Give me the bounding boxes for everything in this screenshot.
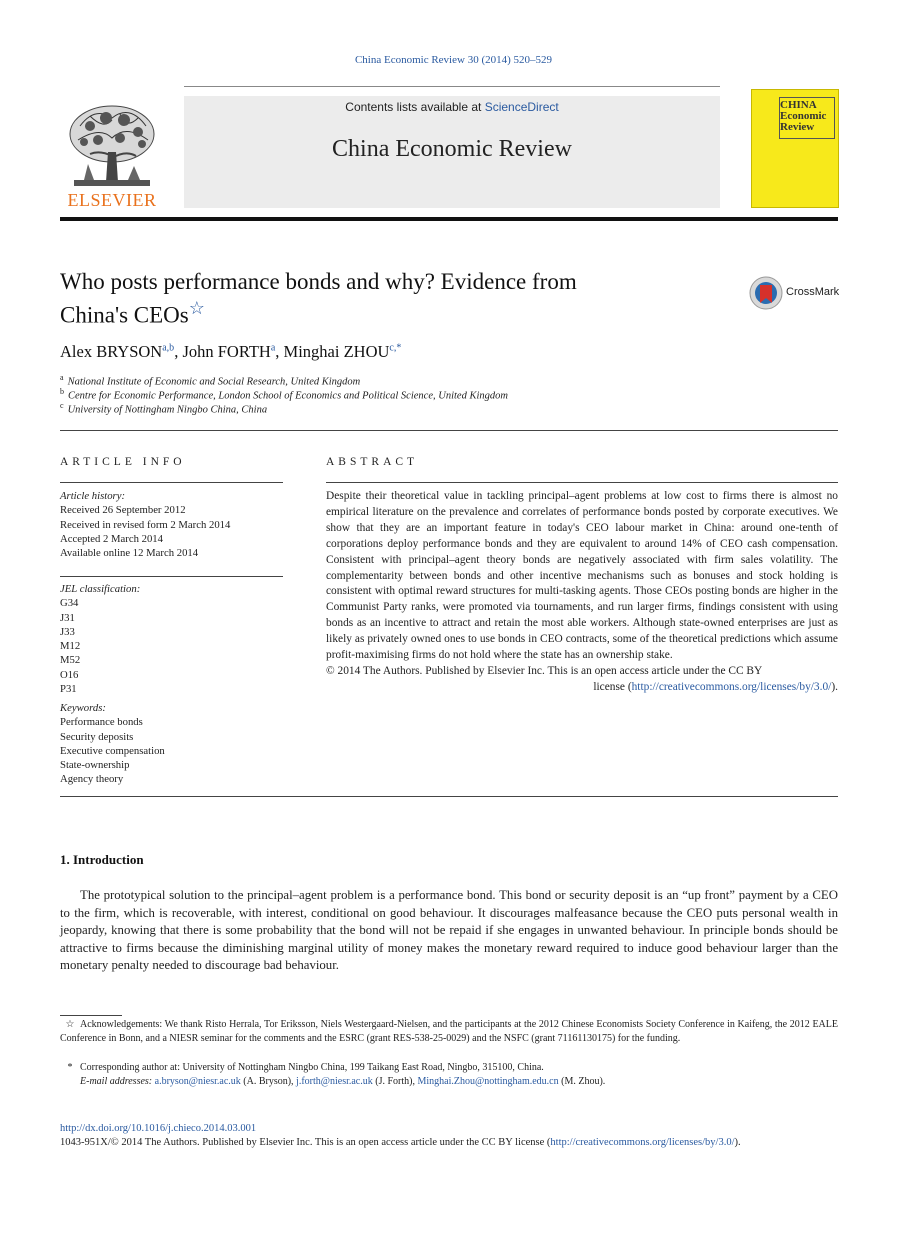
author-sep-1: , xyxy=(174,342,183,361)
history-revised: Received in revised form 2 March 2014 xyxy=(60,518,231,531)
doi-link[interactable]: http://dx.doi.org/10.1016/j.chieco.2014.03.001 xyxy=(60,1123,257,1134)
affiliation-c xyxy=(60,401,267,416)
email-label: E-mail addresses: xyxy=(80,1076,153,1087)
title-line-2-text: China's CEOs xyxy=(60,302,189,328)
acknowledgement-footnote xyxy=(60,1018,838,1047)
crossmark-icon[interactable] xyxy=(748,275,784,311)
sciencedirect-link[interactable]: ScienceDirect xyxy=(484,100,559,114)
abstract-copyright: © 2014 The Authors. Published by Elsevier Inc. This is an open access article under the CC BY xyxy=(326,664,763,677)
author-1-affil[interactable]: a,b xyxy=(162,342,175,354)
cover-line-1: CHINA xyxy=(780,99,817,111)
jel-classification xyxy=(60,582,140,696)
abstract-text: Despite their theoretical value in tackling principal–agent problems at low cost to firms there is almost no empirical literature on the prevalence and correlates of performance bonds posted by corporate executives. We show that they are an important feature in today's CEO labour market in China: around one-tenth of corporations deploy performance bonds and they are equivalent to around 14% of CEO cash compensation. Consistent with principal–agent theory bonds are negatively associated with firm sales volatility. The complementarity between bonds and other incentive mechanisms such as bonuses and stock holding is consistent with optimal reward structures for multi-tasking agents. Those CEOs posting bonds are higher in the Communist Party ranks, were promoted via tournaments, and run larger firms, findings consistent with using bonds as an incentive to attract and retain the most able workers. Although state-owned enterprises are just as likely as privately owned ones to use bonds in CEO contracts, some of the theoretical predictions which assume profit-maximising firms do not hold where the state has an ownership stake. xyxy=(326,490,838,662)
jel-label: JEL classification: xyxy=(60,583,141,595)
ack-star-icon: ☆ xyxy=(65,1019,75,1030)
affiliation-a-text: National Institute of Economic and Social Research, United Kingdom xyxy=(67,376,361,388)
email-who-zhou: (M. Zhou). xyxy=(558,1076,606,1087)
contents-prefix: Contents lists available at xyxy=(345,100,485,114)
author-list xyxy=(60,342,401,362)
affiliation-b-text: Centre for Economic Performance, London School of Economics and Political Science, United Kingdom xyxy=(68,390,508,402)
history-received: Received 26 September 2012 xyxy=(60,504,186,517)
license-suffix: ). xyxy=(831,680,838,693)
abstract-divider xyxy=(326,482,838,483)
keywords xyxy=(60,701,165,787)
author-2[interactable]: John FORTH xyxy=(182,342,271,361)
abstract-license xyxy=(326,680,838,696)
article-title xyxy=(60,268,700,329)
history-online: Available online 12 March 2014 xyxy=(60,547,199,560)
introduction-paragraph: The prototypical solution to the principal–agent problem is a performance bond. This bond or security deposit is an “up front” payment by a CEO to the firm, which is recoverable, with interest, conditional on good behaviour. It discourages malfeasance because the CEO puts personal wealth in jeopardy, knowing that there is some probability that the bond will not be repaid if she engages in unwanted behaviour. In principle bonds should be attractive to firms because the diminishing marginal utility of money makes the monetary reward required to induce good behaviour larger than the monetary penalty needed to discourage bad behaviour. xyxy=(60,888,838,973)
abstract-heading: ABSTRACT xyxy=(326,456,419,468)
jel-code: M12 xyxy=(60,640,81,653)
article-history xyxy=(60,489,230,560)
author-sep-2: , xyxy=(275,342,284,361)
contents-line xyxy=(184,100,720,114)
email-link-bryson[interactable]: a.bryson@niesr.ac.uk xyxy=(154,1076,241,1087)
author-2-affil[interactable]: a xyxy=(270,342,276,354)
author-3-affil[interactable]: c,* xyxy=(389,342,402,354)
affiliation-b xyxy=(60,387,508,402)
crossmark-label[interactable]: CrossMark xyxy=(786,286,840,298)
citation-divider xyxy=(184,86,720,87)
corr-asterisk-icon: * xyxy=(67,1062,73,1073)
ack-text: Acknowledgements: We thank Risto Herrala, Tor Eriksson, Niels Westergaard-Nielsen, and the participants at the 2012 Chinese Economists Society Conference in Kaifeng, the 2012 EALE Conference in Bonn, and a NIESR seminar for the comments and the ESRC (grant RES-538-25-0029) and the NSFC (grant 71161130175) for the funding. xyxy=(60,1019,838,1045)
jel-code: G34 xyxy=(60,597,79,610)
issn-prefix: 1043-951X/© 2014 The Authors. Published by Elsevier Inc. This is an open access article under the CC BY license ( xyxy=(60,1137,551,1148)
affiliations-divider xyxy=(60,430,838,431)
corresponding-author-footnote xyxy=(60,1061,838,1075)
email-link-zhou[interactable]: Minghai.Zhou@nottingham.edu.cn xyxy=(417,1076,559,1087)
keyword: Executive compensation xyxy=(60,744,165,757)
history-label: Article history: xyxy=(60,490,126,502)
jel-code: P31 xyxy=(60,683,77,696)
title-line-2 xyxy=(60,295,700,329)
history-accepted: Accepted 2 March 2014 xyxy=(60,532,163,545)
keyword: Security deposits xyxy=(60,730,134,743)
email-footnote xyxy=(60,1075,838,1089)
keyword: Agency theory xyxy=(60,773,124,786)
keywords-label: Keywords: xyxy=(60,702,106,714)
section-heading-introduction: 1. Introduction xyxy=(60,852,144,867)
journal-title[interactable]: China Economic Review xyxy=(332,136,572,162)
affiliation-c-text: University of Nottingham Ningbo China, China xyxy=(67,404,268,416)
license-link[interactable]: http://creativecommons.org/licenses/by/3.0/ xyxy=(631,680,832,693)
license-prefix: license ( xyxy=(593,680,632,693)
cover-title xyxy=(780,100,836,133)
body-divider xyxy=(60,796,838,797)
article-info-divider-2 xyxy=(60,576,283,577)
email-who-forth: (J. Forth), xyxy=(372,1076,418,1087)
email-who-bryson: (A. Bryson), xyxy=(240,1076,297,1087)
keyword: State-ownership xyxy=(60,759,130,772)
issn-suffix: ). xyxy=(734,1137,741,1148)
keyword: Performance bonds xyxy=(60,716,143,729)
header-divider xyxy=(60,217,838,221)
jel-code: J31 xyxy=(60,611,75,624)
title-footnote-star-icon[interactable]: ☆ xyxy=(188,298,205,318)
title-line-1: Who posts performance bonds and why? Evidence from xyxy=(60,269,577,294)
abstract-body xyxy=(326,489,838,696)
issn-line xyxy=(60,1137,741,1148)
affiliation-a xyxy=(60,373,360,388)
affiliation-a-mark: a xyxy=(60,373,64,382)
footnote-divider xyxy=(60,1015,122,1016)
email-link-forth[interactable]: j.forth@niesr.ac.uk xyxy=(296,1076,373,1087)
elsevier-wordmark: ELSEVIER xyxy=(67,190,157,210)
affiliation-b-mark: b xyxy=(60,387,64,396)
issn-license-link[interactable]: http://creativecommons.org/licenses/by/3.0/ xyxy=(550,1137,735,1148)
jel-code: M52 xyxy=(60,654,81,667)
cover-line-3: Review xyxy=(780,121,815,133)
jel-code: J33 xyxy=(60,625,75,638)
corr-text: Corresponding author at: University of Nottingham Ningbo China, 199 Taikang East Road, Ningbo, 315100, China. xyxy=(80,1062,544,1073)
affiliation-c-mark: c xyxy=(60,401,64,410)
jel-code: O16 xyxy=(60,668,79,681)
author-3[interactable]: Minghai ZHOU xyxy=(283,342,390,361)
author-1[interactable]: Alex BRYSON xyxy=(60,342,163,361)
cover-line-2: Economic xyxy=(780,110,827,122)
journal-citation[interactable]: China Economic Review 30 (2014) 520–529 xyxy=(354,54,553,66)
article-info-divider-1 xyxy=(60,482,283,483)
article-info-heading: ARTICLE INFO xyxy=(60,456,186,468)
